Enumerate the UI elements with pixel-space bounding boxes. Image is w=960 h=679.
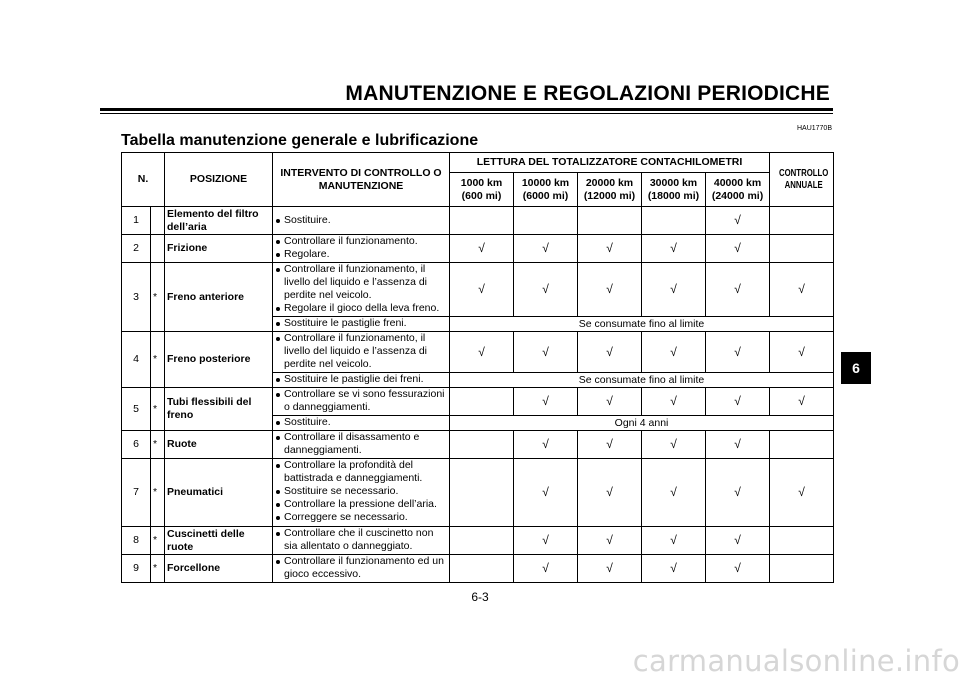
check-mark: √: [770, 263, 834, 317]
check-mark: √: [706, 235, 770, 263]
row-star: *: [151, 332, 165, 388]
row-position: Tubi flessibili del freno: [165, 388, 273, 431]
row-position: Freno anteriore: [165, 263, 273, 332]
check-mark: √: [706, 263, 770, 317]
header-interval-4: 30000 km (18000 mi): [642, 173, 706, 207]
check-cell: [450, 555, 514, 583]
row-star: *: [151, 555, 165, 583]
row-action: [273, 555, 450, 583]
row-number: 1: [122, 207, 151, 235]
action-item: Controllare il funzionamento, il livello del liquido e l’assenza di perdite nel veicolo.: [275, 263, 447, 302]
row-action: [273, 332, 450, 373]
table-row: [122, 263, 834, 317]
check-mark: √: [706, 527, 770, 555]
watermark: carmanualsonline.info: [632, 644, 960, 678]
check-mark: √: [642, 527, 706, 555]
check-mark: √: [578, 332, 642, 373]
row-position: Elemento del filtro dell’aria: [165, 207, 273, 235]
action-item: Controllare il funzionamento.: [275, 235, 447, 248]
row-action: [273, 207, 450, 235]
action-item: Sostituire le pastiglie dei freni.: [275, 373, 447, 386]
row-position: Frizione: [165, 235, 273, 263]
reference-code: HAU1770B: [796, 125, 832, 132]
check-mark: √: [706, 459, 770, 527]
check-mark: √: [706, 207, 770, 235]
check-mark: √: [578, 235, 642, 263]
check-mark: √: [642, 555, 706, 583]
interval-note: Ogni 4 anni: [450, 416, 834, 431]
table-row: [122, 555, 834, 583]
check-cell: [450, 388, 514, 416]
check-mark: √: [770, 388, 834, 416]
row-action: [273, 459, 450, 527]
check-cell: [514, 207, 578, 235]
header-interval-3: 20000 km (12000 mi): [578, 173, 642, 207]
check-mark: √: [642, 332, 706, 373]
check-cell: [770, 431, 834, 459]
action-item: Regolare il gioco della leva freno.: [275, 302, 447, 315]
check-mark: √: [450, 235, 514, 263]
check-mark: √: [514, 431, 578, 459]
row-action: [273, 317, 450, 332]
row-action: [273, 263, 450, 317]
action-item: Regolare.: [275, 248, 447, 261]
row-action: [273, 431, 450, 459]
action-item: Controllare il funzionamento, il livello del liquido e l’assenza di perdite nel veicolo.: [275, 332, 447, 371]
action-item: Sostituire.: [275, 214, 447, 227]
check-mark: √: [578, 388, 642, 416]
maintenance-table: [121, 152, 834, 583]
row-action: [273, 388, 450, 416]
row-action: [273, 416, 450, 431]
header-action: INTERVENTO DI CONTROLLO O MANUTENZIONE: [273, 153, 450, 207]
check-mark: √: [578, 555, 642, 583]
check-mark: √: [578, 527, 642, 555]
action-item: Sostituire se necessario.: [275, 485, 447, 498]
check-cell: [770, 555, 834, 583]
check-cell: [450, 527, 514, 555]
row-position: Ruote: [165, 431, 273, 459]
action-item: Controllare la profondità del battistrada e danneggiamenti.: [275, 459, 447, 485]
check-cell: [770, 235, 834, 263]
action-item: Sostituire le pastiglie freni.: [275, 317, 447, 330]
check-mark: √: [578, 431, 642, 459]
row-star: *: [151, 263, 165, 332]
check-mark: √: [706, 555, 770, 583]
page-header-title: MANUTENZIONE E REGOLAZIONI PERIODICHE: [345, 82, 830, 105]
check-mark: √: [578, 263, 642, 317]
row-position: Freno posteriore: [165, 332, 273, 388]
check-mark: √: [514, 235, 578, 263]
check-mark: √: [770, 459, 834, 527]
row-position: Forcellone: [165, 555, 273, 583]
row-star: *: [151, 527, 165, 555]
header-interval-2: 10000 km (6000 mi): [514, 173, 578, 207]
header-odometer: LETTURA DEL TOTALIZZATORE CONTACHILOMETRI: [450, 153, 770, 173]
row-action: [273, 527, 450, 555]
table-row: [122, 459, 834, 527]
check-mark: √: [514, 527, 578, 555]
check-mark: √: [450, 263, 514, 317]
row-star: *: [151, 388, 165, 431]
check-mark: √: [642, 388, 706, 416]
header-annual-check: [770, 153, 834, 207]
check-mark: √: [514, 459, 578, 527]
action-item: Controllare il funzionamento ed un gioco eccessivo.: [275, 555, 447, 581]
check-mark: √: [706, 332, 770, 373]
action-item: Controllare che il cuscinetto non sia allentato o danneggiato.: [275, 527, 447, 553]
check-cell: [450, 431, 514, 459]
check-mark: √: [514, 332, 578, 373]
table-row: [122, 431, 834, 459]
header-rule-thin: [100, 113, 833, 114]
table-row: [122, 388, 834, 416]
chapter-tab: 6: [841, 352, 871, 384]
table-row: [122, 332, 834, 373]
row-star: [151, 235, 165, 263]
table-row: [122, 527, 834, 555]
row-action: [273, 235, 450, 263]
row-star: *: [151, 431, 165, 459]
check-cell: [770, 527, 834, 555]
action-item: Correggere se necessario.: [275, 511, 447, 524]
check-cell: [450, 459, 514, 527]
header-rule-thick: [100, 108, 833, 111]
check-cell: [642, 207, 706, 235]
check-mark: √: [642, 431, 706, 459]
table-row: [122, 235, 834, 263]
row-number: 8: [122, 527, 151, 555]
page-number: 6-3: [471, 590, 489, 604]
row-star: [151, 207, 165, 235]
header-interval-1: 1000 km (600 mi): [450, 173, 514, 207]
row-position: Pneumatici: [165, 459, 273, 527]
action-item: Controllare se vi sono fessurazioni o danneggiamenti.: [275, 388, 447, 414]
check-mark: √: [642, 235, 706, 263]
check-mark: √: [706, 388, 770, 416]
header-position: POSIZIONE: [165, 153, 273, 207]
check-mark: √: [706, 431, 770, 459]
interval-note: Se consumate fino al limite: [450, 373, 834, 388]
header-annual-label: CONTROLLO ANNUALE: [779, 167, 829, 191]
action-item: Controllare la pressione dell’aria.: [275, 498, 447, 511]
row-number: 5: [122, 388, 151, 431]
check-mark: √: [578, 459, 642, 527]
check-mark: √: [514, 263, 578, 317]
check-mark: √: [642, 263, 706, 317]
check-cell: [450, 207, 514, 235]
section-title: Tabella manutenzione generale e lubrificazione: [121, 132, 479, 149]
check-mark: √: [770, 332, 834, 373]
check-mark: √: [514, 555, 578, 583]
check-mark: √: [450, 332, 514, 373]
check-mark: √: [514, 388, 578, 416]
action-item: Sostituire.: [275, 416, 447, 429]
row-star: *: [151, 459, 165, 527]
table-row: [122, 207, 834, 235]
row-number: 6: [122, 431, 151, 459]
row-number: 2: [122, 235, 151, 263]
row-number: 9: [122, 555, 151, 583]
row-number: 3: [122, 263, 151, 332]
interval-note: Se consumate fino al limite: [450, 317, 834, 332]
row-number: 7: [122, 459, 151, 527]
check-mark: √: [642, 459, 706, 527]
header-interval-5: 40000 km (24000 mi): [706, 173, 770, 207]
header-number: N.: [122, 153, 165, 207]
row-action: [273, 373, 450, 388]
check-cell: [770, 207, 834, 235]
row-position: Cuscinetti delle ruote: [165, 527, 273, 555]
row-number: 4: [122, 332, 151, 388]
check-cell: [578, 207, 642, 235]
action-item: Controllare il disassamento e danneggiamenti.: [275, 431, 447, 457]
